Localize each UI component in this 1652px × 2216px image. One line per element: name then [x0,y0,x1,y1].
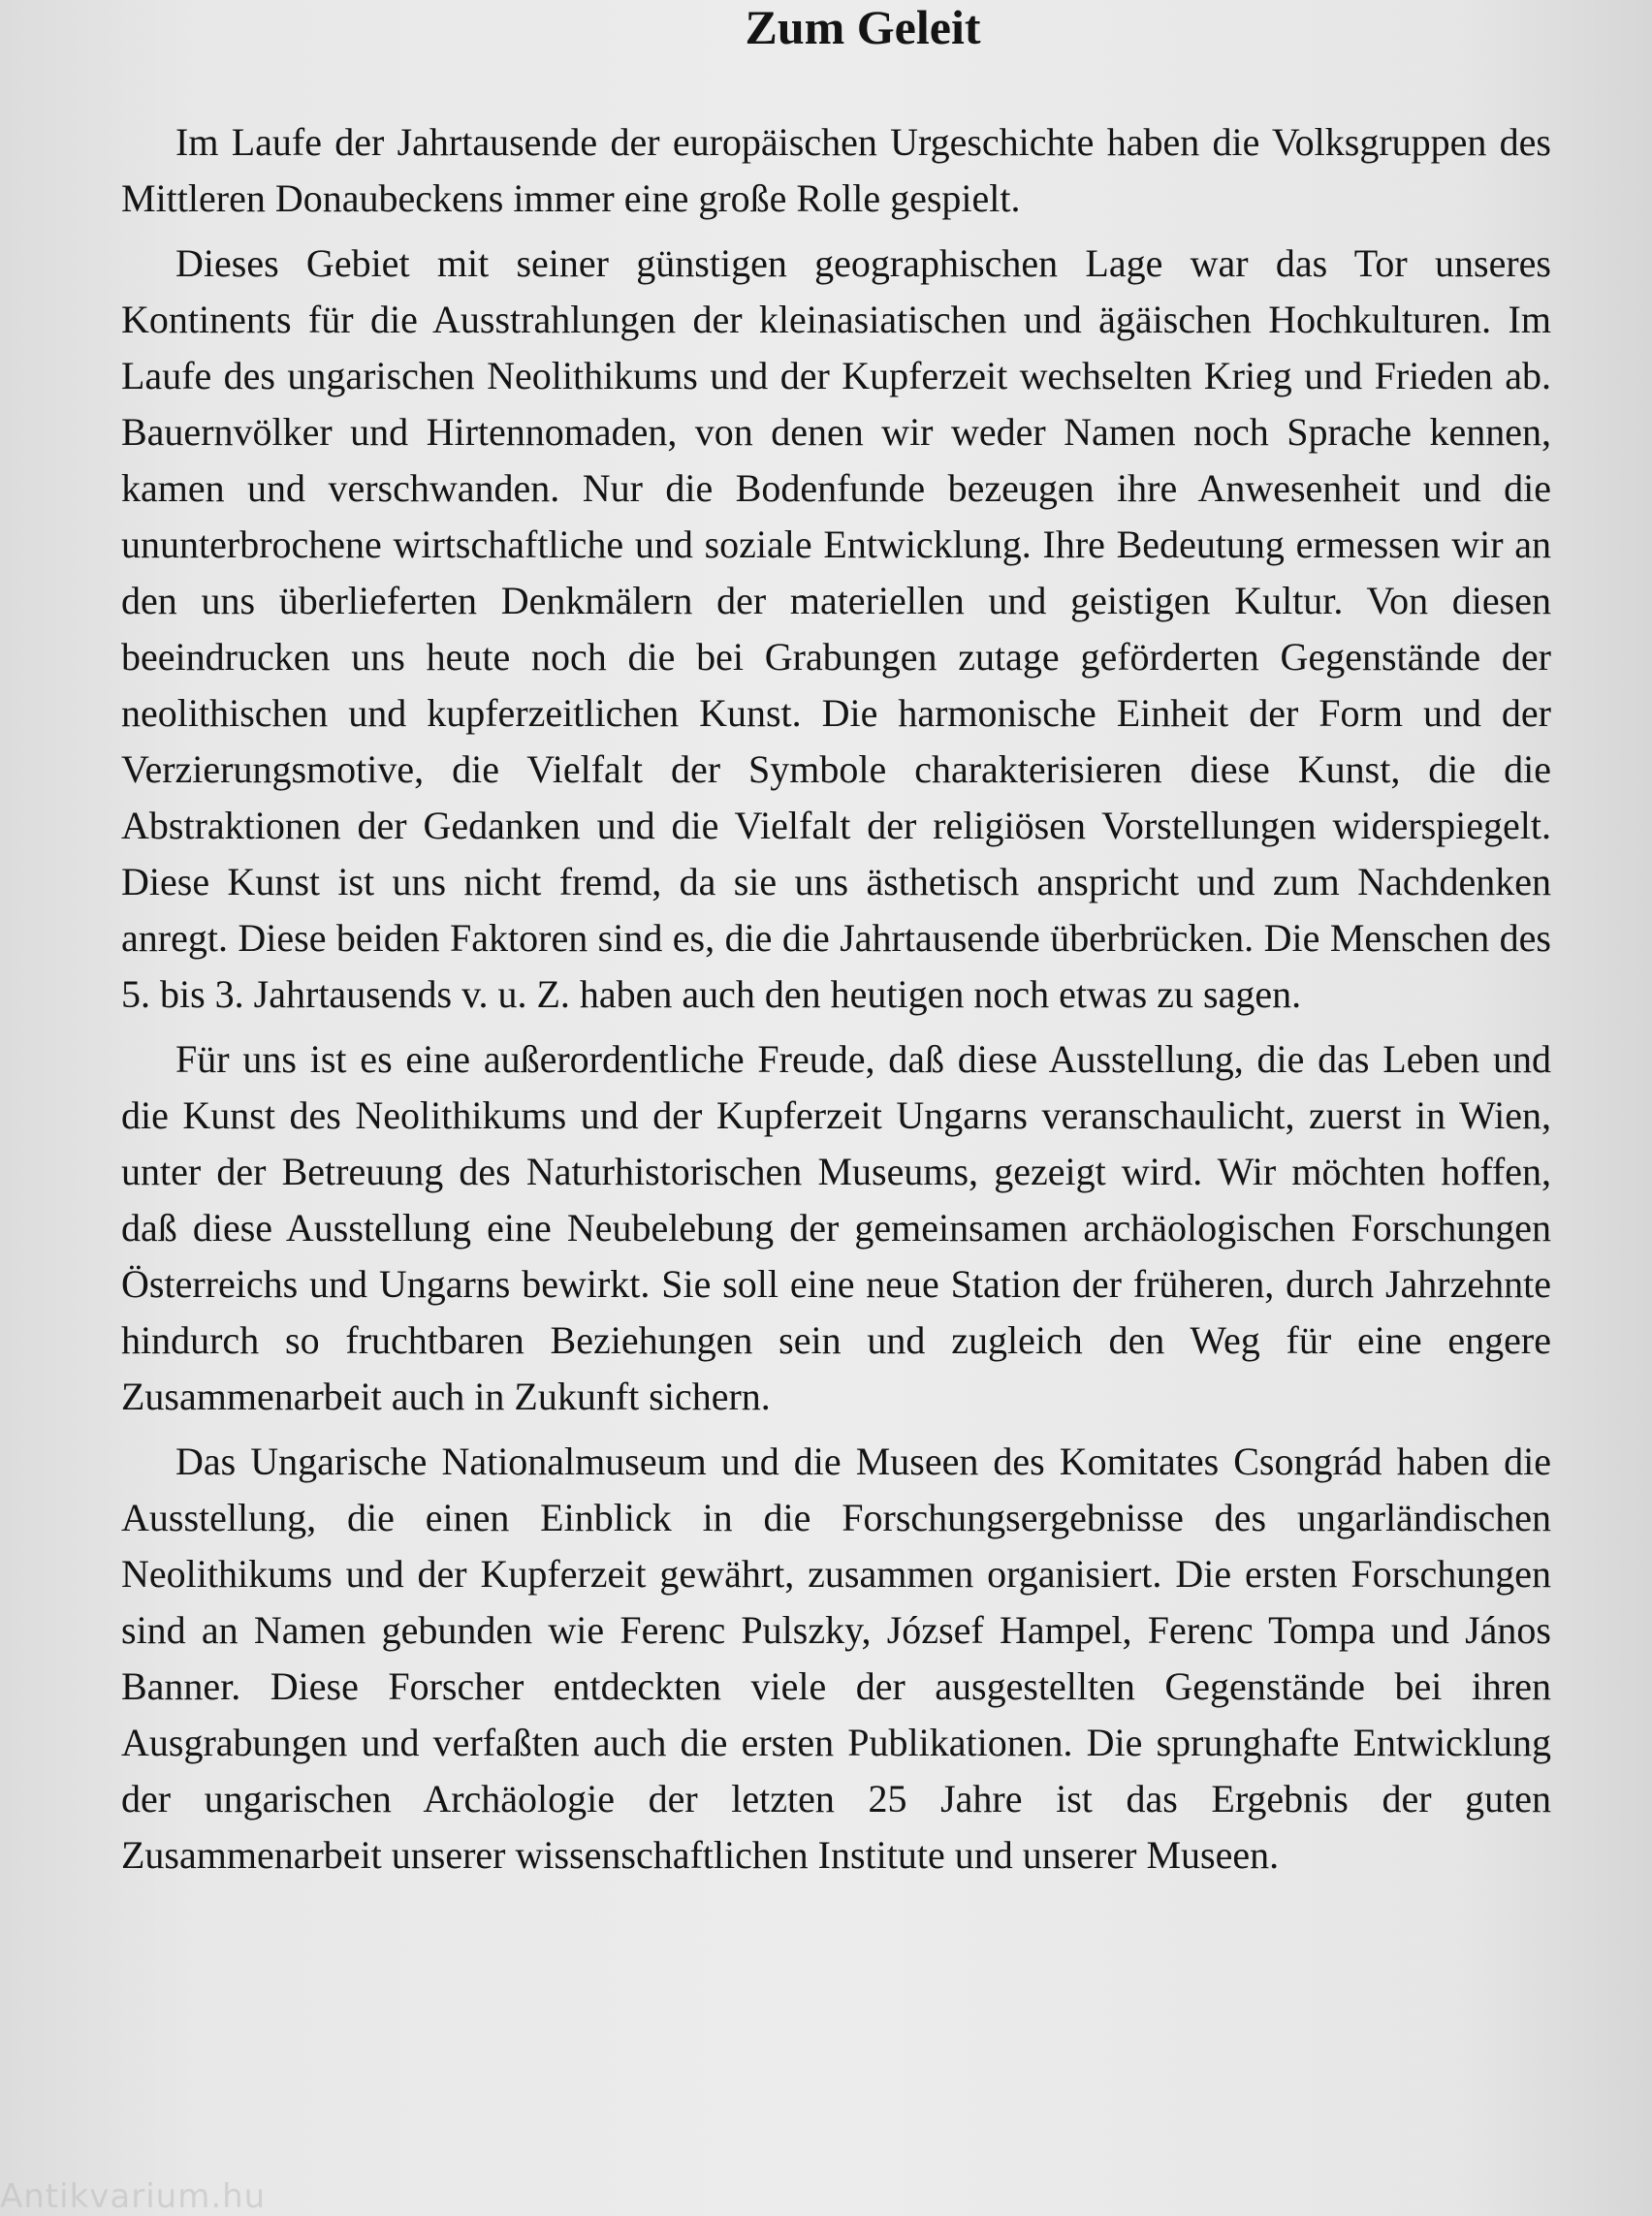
watermark: Antikvarium.hu [0,2177,267,2216]
paragraph-4: Das Ungarische Nationalmuseum und die Museen des Komitates Csongrád haben die Ausstellung, die einen Einblick in die Forschungsergebnisse des ungarländischen Neolithikums und der Kupferzeit gewährt, zusammen organisiert. Die ersten Forschungen sind an Namen gebunden wie Ferenc Pulszky, József Hampel, Ferenc Tompa und János Banner. Diese Forscher entdeckten viele der ausgestellten Gegenstände bei ihren Ausgrabungen und verfaßten auch die ersten Publikationen. Die sprunghafte Entwicklung der ungarischen Archäologie der letzten 25 Jahre ist das Ergebnis der guten Zusammenarbeit unserer wissenschaftlichen Institute und unserer Museen. [121,1440,1551,1877]
page-title: Zum Geleit [745,0,981,54]
paragraph-2: Dieses Gebiet mit seiner günstigen geographischen Lage war das Tor unseres Kontinents für die Ausstrahlungen der kleinasiatischen und ägäischen Hochkulturen. Im Laufe des ungarischen Neolithikums und der Kupferzeit wechselten Krieg und Frieden ab. Bauernvölker und Hirtennomaden, von denen wir weder Namen noch Sprache kennen, kamen und verschwanden. Nur die Bodenfunde bezeugen ihre Anwesenheit und die ununterbrochene wirtschaftliche und soziale Entwicklung. Ihre Bedeutung ermessen wir an den uns überlieferten Denkmälern der materiellen und geistigen Kultur. Von diesen beeindrucken uns heute noch die bei Grabungen zutage geförderten Gegenstände der neolithischen und kupferzeitlichen Kunst. Die harmonische Einheit der Form und der Verzierungsmotive, die Vielfalt der Symbole charakterisieren diese Kunst, die die Abstraktionen der Gedanken und die Vielfalt der religiösen Vorstellungen widerspiegelt. Diese Kunst ist uns nicht fremd, da sie uns ästhetisch anspricht und zum Nachdenken anregt. Diese beiden Faktoren sind es, die die Jahrtausende überbrücken. Die Menschen des 5. bis 3. Jahrtausends v. u. Z. haben auch den heutigen noch etwas zu sagen. [121,241,1551,1016]
paragraph-1: Im Laufe der Jahrtausende der europäischen Urgeschichte haben die Volksgruppen des Mittleren Donaubeckens immer eine große Rolle gespielt. [121,120,1551,220]
body-text [121,114,1551,1892]
paragraph-3: Für uns ist es eine außerordentliche Freude, daß diese Ausstellung, die das Leben und die Kunst des Neolithikums und der Kupferzeit Ungarns veranschaulicht, zuerst in Wien, unter der Betreuung des Naturhistorischen Museums, gezeigt wird. Wir möchten hoffen, daß diese Ausstellung eine Neubelebung der gemeinsamen archäologischen Forschungen Österreichs und Ungarns bewirkt. Sie soll eine neue Station der früheren, durch Jahrzehnte hindurch so fruchtbaren Beziehungen sein und zugleich den Weg für eine engere Zusammenarbeit auch in Zukunft sichern. [121,1037,1551,1418]
